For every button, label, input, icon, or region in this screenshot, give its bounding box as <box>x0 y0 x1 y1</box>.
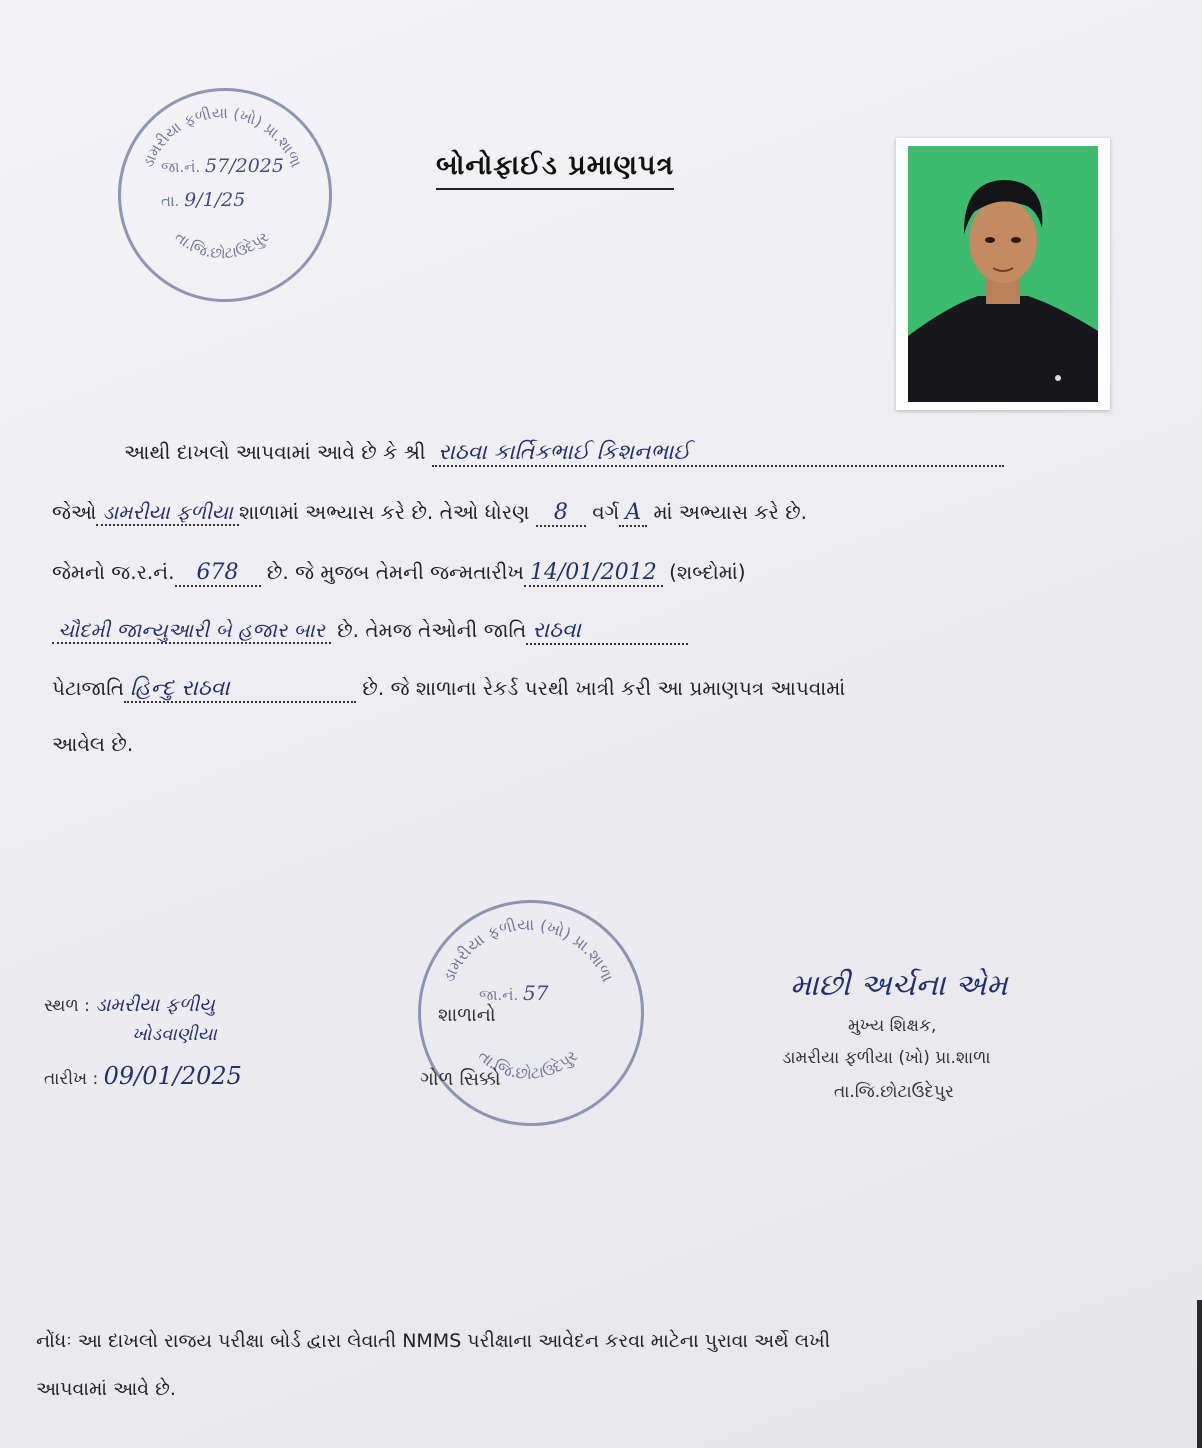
division-value: A <box>619 500 647 527</box>
document-title: બોનોફાઈડ પ્રમાણપત્ર <box>436 150 674 190</box>
headmaster-signature: માછી અર્ચના એમ <box>790 968 1008 1003</box>
birth-date-words: ચૌદમી જાન્યુઆરી બે હજાર બાર <box>52 618 331 644</box>
scan-edge <box>1197 1300 1202 1448</box>
school-fill: ડામરીયા ફળીયા <box>96 500 239 526</box>
register-number: 678 <box>175 560 261 587</box>
body-line-4 <box>52 618 688 645</box>
seal-label-1: શાળાનો <box>438 1004 496 1026</box>
seal-jan-value: 57 <box>523 981 549 1005</box>
stamp-ta-value: 9/1/25 <box>184 189 246 211</box>
line3-suffix: (શબ્દોમાં) <box>669 560 746 584</box>
svg-text:ડામરીયા ફળીયા (ખો) પ્રા.શાળા: ડામરીયા ફળીયા (ખો) પ્રા.શાળા <box>138 103 306 170</box>
body-line-6: આવેલ છે. <box>52 732 134 756</box>
school-name: ડામરીયા ફળીયા (ખો) પ્રા.શાળા <box>782 1048 991 1068</box>
line3-mid: છે. જે મુજબ તેમની જન્મતારીખ <box>266 560 524 584</box>
office-stamp-top <box>118 88 332 302</box>
student-photo-icon <box>908 146 1098 402</box>
standard-value: 8 <box>536 500 586 527</box>
stamp-ta-label: તા. <box>161 192 180 210</box>
svg-text:ડામરીયા ફળીયા (ખો) પ્રા.શાળા: ડામરીયા ફળીયા (ખો) પ્રા.શાળા <box>438 914 618 985</box>
svg-text:તા.જિ.છોટાઉદેપુર: તા.જિ.છોટાઉદેપુર <box>474 1045 582 1084</box>
line1-prefix: આથી દાખલો આપવામાં આવે છે કે શ્રી <box>124 440 426 464</box>
body-line-3 <box>52 560 746 587</box>
line3-prefix: જેમનો જ.ર.નં. <box>52 560 175 584</box>
note-line-1: નોંધઃ આ દાખલો રાજય પરીક્ષા બોર્ડ દ્વારા લેવાતી NMMS પરીક્ષાના આવેદન કરવા માટેના પુરાવા અર્થે લખી <box>36 1330 831 1352</box>
date-value: 09/01/2025 <box>103 1062 242 1090</box>
district: તા.જિ.છોટાઉદેપુર <box>834 1082 954 1102</box>
student-photo <box>896 138 1110 410</box>
designation: મુખ્ય શિક્ષક, <box>848 1016 937 1036</box>
place-row <box>44 994 215 1016</box>
place-value-1: ડામરીયા ફળીયુ <box>95 994 215 1016</box>
date-row <box>44 1062 242 1090</box>
line5-prefix: પેટાજાતિ <box>52 676 125 700</box>
place-value-2: ખોડવાણીયા <box>132 1024 217 1045</box>
line4-mid: છે. તેમજ તેઓની જાતિ <box>337 618 527 642</box>
body-line-1 <box>124 440 1004 467</box>
body-line-5 <box>52 676 845 703</box>
student-name: રાઠવા કાર્તિકભાઈ કિશનભાઈ <box>432 440 1004 467</box>
seal-label-2: ગોળ સિક્કો <box>420 1068 501 1090</box>
seal-jan-label: જા.નં. <box>479 986 519 1004</box>
body-line-2 <box>52 500 807 527</box>
line5-suffix: છે. જે શાળાના રેકર્ડ પરથી ખાત્રી કરી આ પ્રમાણપત્ર આપવામાં <box>362 676 846 700</box>
line2-prefix: જેઓ <box>52 500 97 524</box>
svg-text:તા.જિ.છોટાઉદેપુર: તા.જિ.છોટાઉદેપુર <box>171 227 273 263</box>
place-label: સ્થળ : <box>44 996 90 1016</box>
stamp-jan-value: 57/2025 <box>205 155 284 177</box>
caste-value: રાઠવા <box>526 618 688 645</box>
line2-suffix: માં અભ્યાસ કરે છે. <box>653 500 808 524</box>
sub-caste-value: હિન્દુ રાઠવા <box>124 676 356 703</box>
birth-date: 14/01/2012 <box>524 560 663 587</box>
stamp-jan-label: જા.નં. <box>161 158 201 176</box>
line2-mid: શાળામાં અભ્યાસ કરે છે. તેઓ ધોરણ <box>238 500 530 524</box>
date-label: તારીખ : <box>44 1069 99 1089</box>
note-line-2: આપવામાં આવે છે. <box>36 1378 176 1400</box>
class-label: વર્ગ <box>592 500 620 524</box>
